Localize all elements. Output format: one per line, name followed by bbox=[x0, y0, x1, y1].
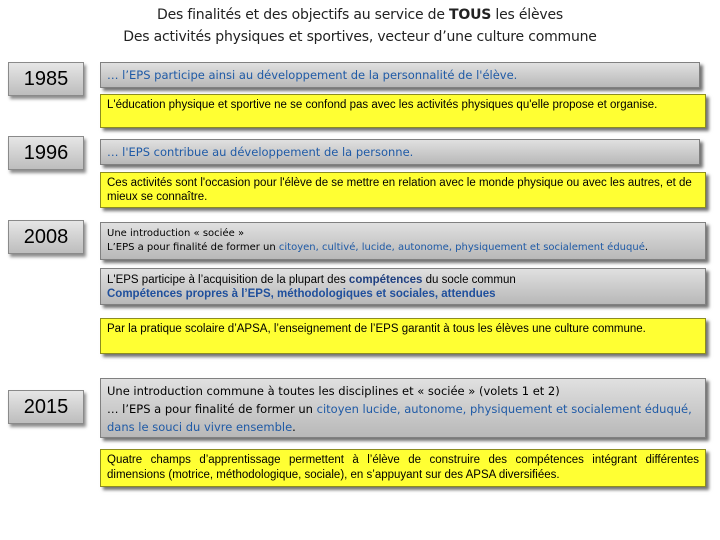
box-2008-comp-line1 bbox=[107, 273, 699, 287]
box-2008-line2-highlight: citoyen, cultivé, lucide, autonome, physiquement et socialement éduqué bbox=[278, 242, 645, 253]
box-2008-comp-c: du socle commun bbox=[422, 274, 516, 286]
box-2015-line2-end: . bbox=[292, 420, 296, 434]
title-text-end: les élèves bbox=[491, 7, 563, 23]
box-2008-line2-end: . bbox=[644, 242, 649, 253]
box-2015-line2 bbox=[107, 400, 699, 436]
box-1996-note-text: Ces activités sont l'occasion pour l'élève de se mettre en relation avec le monde physique ou avec les autres, et de mieux se connaître. bbox=[107, 177, 692, 203]
box-2008-line2 bbox=[107, 241, 699, 255]
page-title bbox=[0, 7, 720, 23]
box-2015-statement bbox=[100, 378, 706, 438]
box-2015-note-text: Quatre champs d’apprentissage permettent à l’élève de construire des compétences intégrant différentes dimensions (motrice, méthodologique, sociale), en s’appuyant sur des APSA diversifiées. bbox=[107, 454, 699, 481]
box-2015-line1: Une introduction commune à toutes les disciplines et « sociée » (volets 1 et 2) bbox=[107, 384, 560, 398]
year-1985: 1985 bbox=[8, 62, 84, 96]
title-emphasis: TOUS bbox=[449, 7, 492, 23]
page-subtitle: Des activités physiques et sportives, vecteur d’une culture commune bbox=[123, 29, 597, 45]
box-1985-note bbox=[100, 94, 706, 128]
year-1996: 1996 bbox=[8, 136, 84, 170]
box-2008-line2-a: L’EPS a pour finalité de former un bbox=[107, 242, 279, 253]
box-2008-comp-a: L'EPS participe à l’acquisition de la plupart des bbox=[107, 274, 349, 286]
box-2008-note bbox=[100, 318, 706, 354]
box-1996-text: … l'EPS contribue au développement de la personne. bbox=[107, 145, 414, 159]
box-2015-note bbox=[100, 449, 706, 487]
box-1985-text: … l’EPS participe ainsi au développement de la personnalité de l'élève. bbox=[107, 68, 518, 82]
title-text: Des finalités et des objectifs au service de bbox=[157, 7, 450, 23]
box-1996-note bbox=[100, 172, 706, 208]
box-2015-line2-highlight: citoyen lucide, autonome, physiquement et socialement éduqué, dans le souci du vivre ensemble bbox=[107, 402, 692, 434]
box-1996-statement bbox=[100, 139, 700, 165]
box-1985-note-text: L'éducation physique et sportive ne se confond pas avec les activités physiques qu'elle propose et organise. bbox=[107, 99, 658, 111]
year-2008: 2008 bbox=[8, 220, 84, 254]
box-2008-comp-highlight: compétences bbox=[348, 274, 423, 286]
box-2008-note-text: Par la pratique scolaire d’APSA, l’enseignement de l’EPS garantit à tous les élèves une culture commune. bbox=[107, 323, 646, 335]
box-1985-statement bbox=[100, 62, 700, 88]
box-2008-line1: Une introduction « sociée » bbox=[107, 228, 245, 239]
box-2008-competences bbox=[100, 268, 706, 305]
box-2008-comp-line2: Compétences propres à l’EPS, méthodologiques et sociales, attendues bbox=[107, 288, 496, 300]
box-2008-statement bbox=[100, 222, 706, 260]
year-2015: 2015 bbox=[8, 390, 84, 424]
box-2015-line2-a: … l’EPS a pour finalité de former un bbox=[107, 402, 317, 416]
